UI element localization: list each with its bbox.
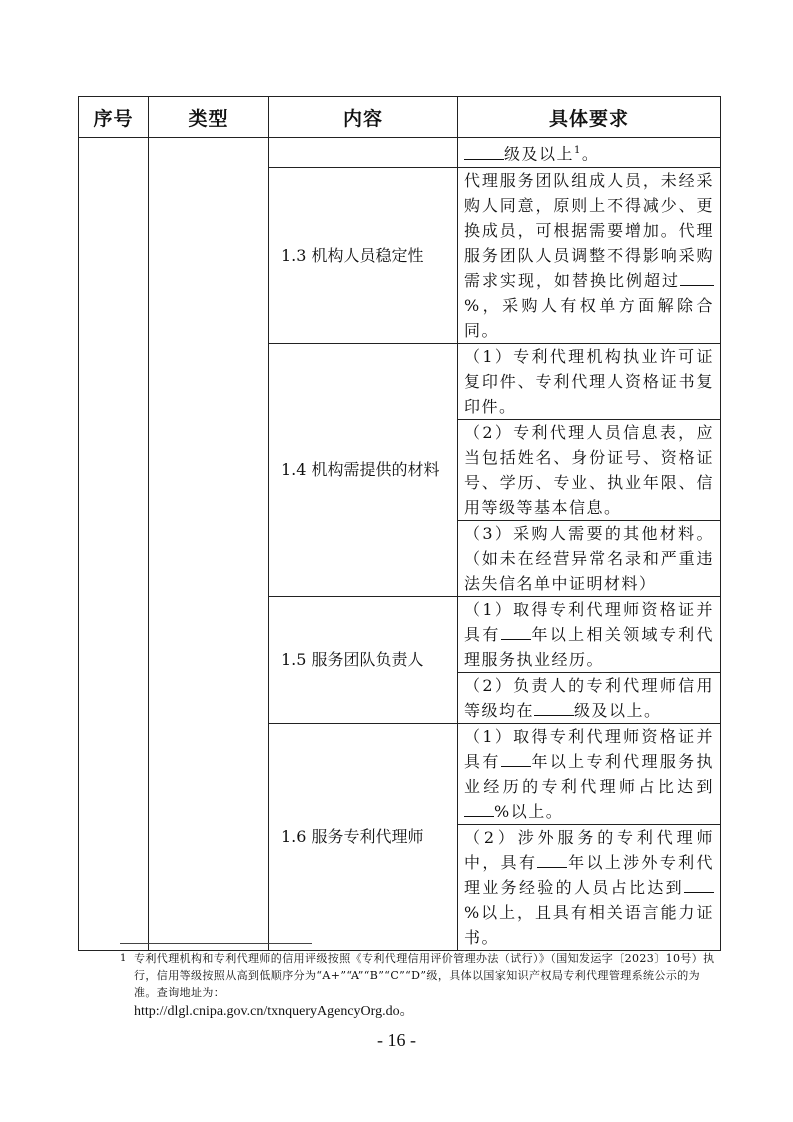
content-cell-continued xyxy=(269,138,458,168)
fill-blank xyxy=(464,800,494,817)
fill-blank xyxy=(537,851,567,868)
content-1-6: 1.6 服务专利代理师 xyxy=(269,724,458,951)
requirement-1-4-2: （2）专利代理人员信息表，应当包括姓名、身份证号、资格证号、学历、专业、执业年限、信用等级等基本信息。 xyxy=(458,420,721,521)
footnote-text: 专利代理机构和专利代理师的信用评级按照《专利代理信用评价管理办法（试行）》（国知发运字〔2023〕10号）执行，信用等级按照从高到低顺序分为“A+”“A”“B”“C”“D”级，具体以国家知识产权局专利代理管理系统公示的为准。查询地址为： xyxy=(134,952,715,999)
fill-blank xyxy=(534,699,574,716)
fill-blank xyxy=(684,876,714,893)
footnote xyxy=(120,950,720,1020)
requirement-1-5-1: （1）取得专利代理师资格证并具有 年以上相关领域专利代理服务执业经历。 xyxy=(458,597,721,673)
table-header-row xyxy=(79,97,721,138)
requirement-1-6-1: （1）取得专利代理师资格证并具有 年以上专利代理服务执业经历的专利代理师占比达到%以上。 xyxy=(458,724,721,825)
requirement-1-3: 代理服务团队组成人员，未经采购人同意，原则上不得减少、更换成员，可根据需要增加。代理服务团队人员调整不得影响采购需求实现，如替换比例超过%，采购人有权单方面解除合同。 xyxy=(458,168,721,344)
page-number: - 16 - xyxy=(377,1030,416,1050)
footnote-url: http://dlgl.cnipa.gov.cn/txnqueryAgencyOrg.do。 xyxy=(134,1004,414,1019)
type-cell xyxy=(149,138,269,951)
table-row xyxy=(79,138,721,168)
requirement-1-4-3: （3）采购人需要的其他材料。（如未在经营异常名录和严重违法失信名单中证明材料） xyxy=(458,521,721,597)
header-content: 内容 xyxy=(269,97,458,138)
requirement-1-4-1: （1）专利代理机构执业许可证复印件、专利代理人资格证书复印件。 xyxy=(458,344,721,420)
fill-blank xyxy=(464,143,504,160)
requirements-table xyxy=(78,96,721,951)
content-1-5: 1.5 服务团队负责人 xyxy=(269,597,458,724)
header-type: 类型 xyxy=(149,97,269,138)
fill-blank xyxy=(501,623,531,640)
serial-cell xyxy=(79,138,149,951)
requirement-continued: 级及以上$^1$。 xyxy=(458,138,721,168)
requirement-1-6-2: （2）涉外服务的专利代理师中，具有 年以上涉外专利代理业务经验的人员占比达到%以上，且具有相关语言能力证书。 xyxy=(458,825,721,951)
fill-blank xyxy=(501,750,531,767)
footnote-separator xyxy=(120,943,312,944)
footnote-mark: 1 xyxy=(120,953,127,964)
content-1-3: 1.3 机构人员稳定性 xyxy=(269,168,458,344)
fill-blank xyxy=(680,269,714,286)
header-requirement: 具体要求 xyxy=(458,97,721,138)
content-1-4: 1.4 机构需提供的材料 xyxy=(269,344,458,597)
requirement-1-5-2: （2）负责人的专利代理师信用等级均在 级及以上。 xyxy=(458,673,721,724)
header-serial: 序号 xyxy=(79,97,149,138)
